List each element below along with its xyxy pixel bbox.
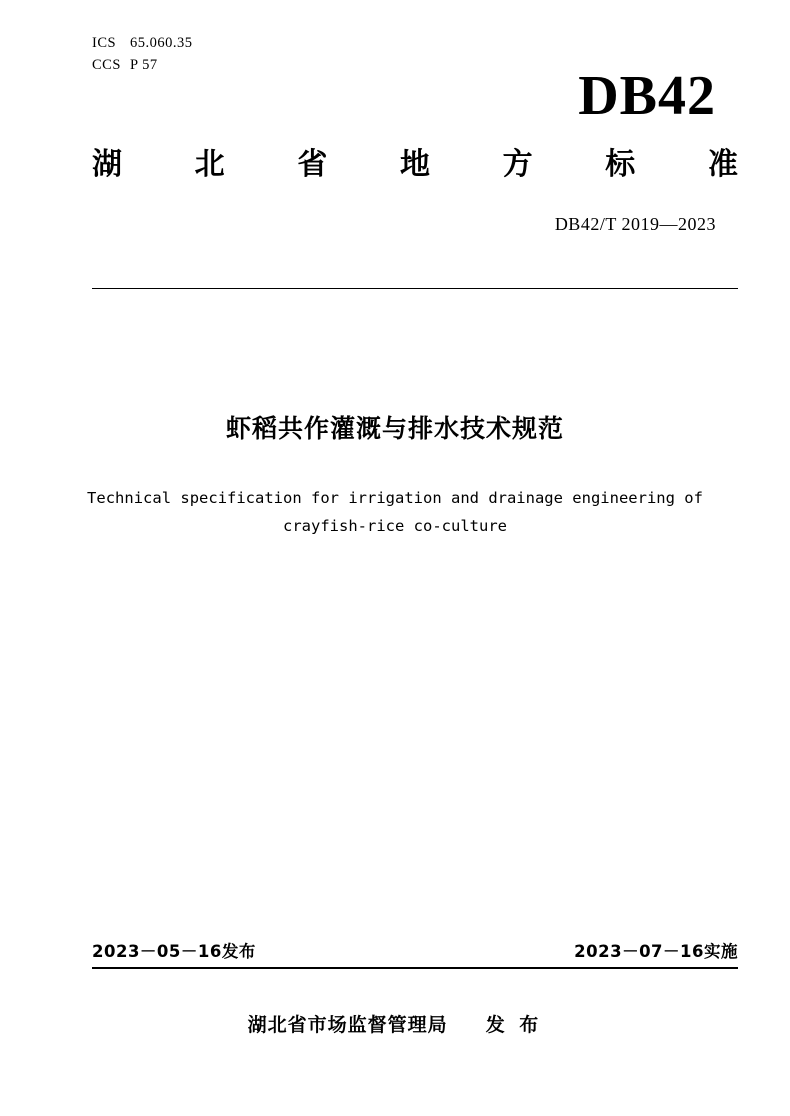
footer-divider (92, 967, 738, 969)
standard-type-title (92, 145, 738, 185)
ccs-value: P 57 (130, 57, 158, 73)
ccs-row (92, 54, 193, 76)
ics-label: ICS (92, 35, 117, 51)
standard-type-char: 地 (399, 147, 430, 182)
ics-value: 65.060.35 (130, 35, 193, 51)
standard-type-char: 准 (707, 147, 738, 182)
page-subtitle-line1: Technical specification for irrigation and drainage engineering of (87, 489, 703, 507)
issue-word: 发 布 (485, 1014, 543, 1036)
page-subtitle-line2: crayfish-rice co-culture (283, 517, 507, 535)
classification-block (92, 32, 193, 76)
page-subtitle (85, 484, 705, 540)
effective-date: 2023－07－16实施 (574, 942, 738, 961)
ics-row (92, 32, 193, 54)
page-title: 虾稻共作灌溉与排水技术规范 (225, 414, 564, 443)
header-divider (92, 288, 738, 289)
date-row (92, 938, 738, 962)
standard-number: DB42/T 2019—2023 (554, 214, 716, 234)
issuer-name: 湖北省市场监督管理局 (247, 1014, 448, 1036)
standard-logo: DB42 (578, 65, 716, 127)
issue-date: 2023－05－16发布 (92, 942, 256, 961)
standard-type-char: 省 (297, 147, 328, 182)
issuer-row (60, 1010, 730, 1037)
standard-type-char: 湖 (92, 147, 122, 182)
standard-type-char: 标 (605, 147, 636, 182)
standard-type-char: 方 (502, 147, 533, 182)
standard-type-char: 北 (194, 147, 225, 182)
ccs-label: CCS (92, 57, 121, 73)
